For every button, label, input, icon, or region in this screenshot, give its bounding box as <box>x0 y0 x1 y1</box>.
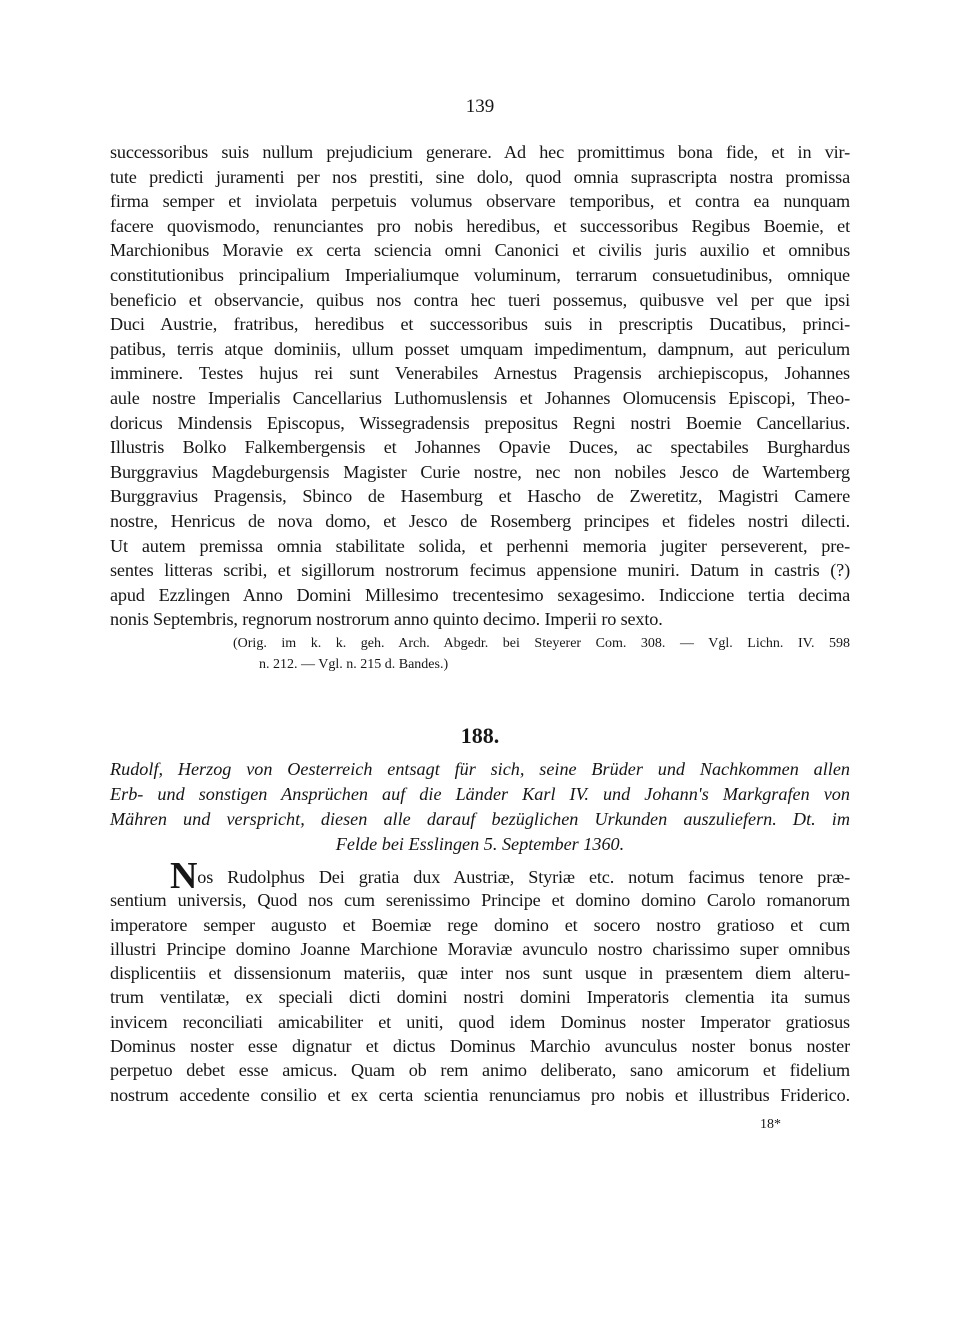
text-line: sentium universis, Quod nos cum serenissimo Principe et domino domino Carolo romanorum <box>110 890 850 911</box>
text-line: beneficio et observancie, quibus nos contra hec tueri possemus, quibusve vel per que ipsi <box>110 289 850 310</box>
text-line: doricus Mindensis Episcopus, Wissegradensis prepositus Regni nostri Boemie Cancellarius. <box>110 412 850 433</box>
text-line: apud Ezzlingen Anno Domini Millesimo trecentesimo sexagesimo. Indiccione tertia decima <box>110 584 850 605</box>
summary-line: Felde bei Esslingen 5. September 1360. <box>335 834 625 854</box>
text-line: sentes litteras scribi, et sigillorum nostrorum fecimus appensione muniri. Datum in castris (?) <box>110 560 850 581</box>
text-line: Burggravius Pragensis, Sbinco de Hasemburg et Hascho de Zweretitz, Magistri Camere <box>110 486 850 507</box>
summary-line: Erb- und sonstigen Ansprüchen auf die Länder Karl IV. und Johann's Markgrafen von <box>110 784 850 804</box>
document-number: 188. <box>460 723 500 748</box>
text-line: aule nostre Imperialis Cancellarius Luthomuslensis et Johannes Olomucensis Episcopi, Theo- <box>110 387 850 408</box>
text-line: Duci Austrie, fratribus, heredibus et successoribus suis in prescriptis Ducatibus, princi- <box>110 314 850 335</box>
text-line: Dominus noster esse dignatur et dictus Dominus Marchio avunculus noster bonus noster <box>110 1036 850 1057</box>
charter-continuation-text <box>110 140 850 632</box>
text-line: successoribus suis nullum prejudicium generare. Ad hec promittimus bona fide, et in vir- <box>110 142 850 162</box>
text-line: imminere. Testes hujus rei sunt Venerabiles Arnestus Pragensis archiepiscopus, Johannes <box>110 363 850 384</box>
note-line: n. 212. — Vgl. n. 215 d. Bandes.) <box>259 657 449 672</box>
text-line: imperatore semper augusto et Boemiæ rege domino et socero nostro gratioso et cum <box>110 914 850 935</box>
signature-mark: 18* <box>760 1117 781 1132</box>
source-note <box>233 633 850 675</box>
charter-first-line-text: os Rudolphus Dei gratia dux Austriæ, Styriæ etc. notum facimus tenore præ- <box>197 867 850 887</box>
text-line: Illustris Bolko Falkembergensis et Johannes Opavie Duces, ac spectabiles Burghardus <box>110 437 850 458</box>
initial-letter: N <box>170 855 198 897</box>
text-line: facere quovismodo, renunciantes pro nobis heredibus, et successoribus Regibus Boemie, et <box>110 215 850 236</box>
page-number: 139 <box>465 96 495 117</box>
text-line: patibus, terris atque dominiis, ullum posset umquam impedimentum, dampnum, aut periculum <box>110 338 850 359</box>
text-line: Burggravius Magdeburgensis Magister Curie nostre, nec non nobiles Jesco de Wartemberg <box>110 461 850 482</box>
text-line: nostrum accedente consilio et ex certa scientia renunciamus pro nobis et illustribus Friderico. <box>110 1084 850 1105</box>
text-line: trum ventilatæ, ex speciali dicti domini nostri domini Imperatoris clementia ita sumus <box>110 987 850 1008</box>
text-line-last: nonis Septembris, regnorum nostrorum anno quinto decimo. Imperii ro sexto. <box>110 609 663 630</box>
text-line: displicentiis et dissensionum materiis, quæ inter nos sunt usque in præsentem diem alteru- <box>110 963 850 984</box>
summary-line: Rudolf, Herzog von Oesterreich entsagt für sich, seine Brüder und Nachkommen allen <box>110 759 850 779</box>
text-line: perpetuo debet esse amicus. Quam ob rem animo deliberato, sano amicorum et fidelium <box>110 1060 850 1081</box>
text-line: Marchionibus Moravie ex certa sciencia omni Canonici et civilis juris auxilio et omnibus <box>110 240 850 261</box>
text-line: illustri Principe domino Joanne Marchione Moraviæ avunculo nostro charissimo super omnibus <box>110 938 850 959</box>
charter-first-line <box>110 855 850 897</box>
charter-text <box>110 855 850 1107</box>
summary-line: Mähren und verspricht, diesen alle darauf bezüglichen Urkunden auszuliefern. Dt. im <box>110 809 850 829</box>
text-line: nostre, Henricus de nova domo, et Jesco de Rosemberg principes et fideles nostri dilecti. <box>110 510 850 531</box>
note-line: (Orig. im k. k. geh. Arch. Abgedr. bei Steyerer Com. 308. — Vgl. Lichn. IV. 598 <box>233 636 850 651</box>
text-line: tute predicti juramenti per nos prestiti, sine dolo, quod omnia suprascripta nostra promissa <box>110 166 850 187</box>
text-line: firma semper et inviolata perpetuis volumus observare temporibus, et contra ea nunquam <box>110 191 850 212</box>
text-line: invicem reconciliati amicabiliter et uniti, quod idem Dominus noster Imperator gratiosus <box>110 1011 850 1032</box>
text-line: Ut autem premissa omnia stabilitate solida, et perhenni memoria jugiter perseverent, pre- <box>110 535 850 556</box>
document-summary <box>110 757 850 857</box>
text-line: constitutionibus principalium Imperialiumque voluminum, terrarum consuetudinibus, omnique <box>110 264 850 285</box>
